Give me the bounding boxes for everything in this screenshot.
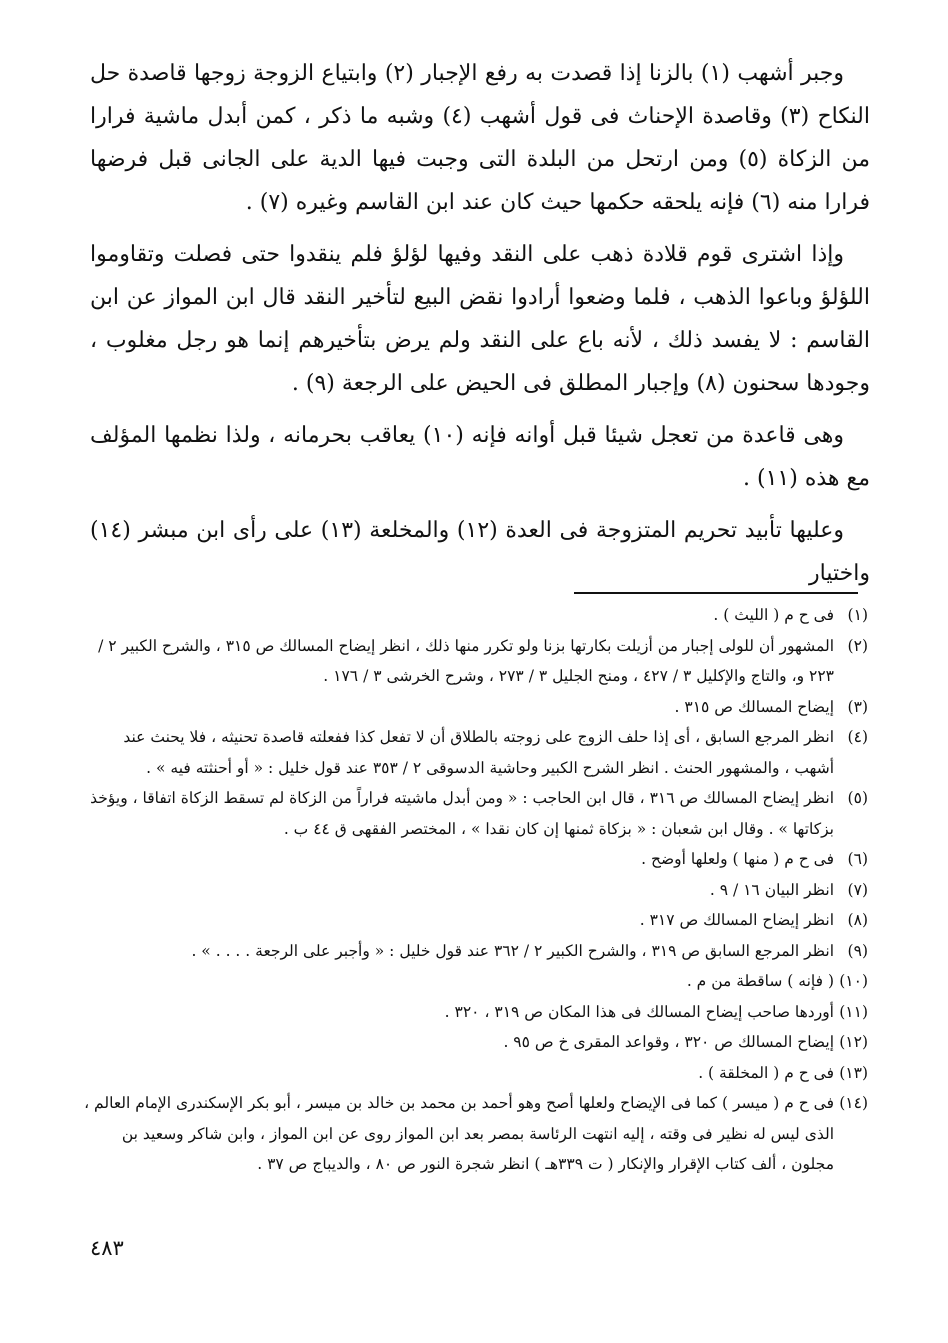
footnote-number: (١٠) [839,972,868,990]
footnote-item [80,783,868,844]
paragraph-1: وجبر أشهب (١) بالزنا إذا قصدت به رفع الإجبار (٢) وابتياع الزوجة زوجها قاصدة حل النكاح (٣) وقاصدة الإحناث فى قول أشهب (٤) وشبه ما ذكر ، كمن أبدل ماشية فرارا من الزكاة (٥) ومن ارتحل من البلدة التى وجبت فيها الدية على الجانى قبل فرضها فرارا منه (٦) فإنه يلحقه حكمها حيث كان عند ابن القاسم وغيره (٧) . [90,61,870,215]
footnote-text: أوردها صاحب إيضاح المسالك فى هذا المكان ص ٣١٩ ، ٣٢٠ . [444,1002,834,1021]
footnote-text: إيضاح المسالك ص ٣٢٠ ، وقواعد المقرى خ ص ٩٥ . [503,1033,834,1051]
footnote-text: فى ح م ( الليث ) . [713,606,834,624]
footnote-number: (٥) [847,789,868,807]
footnotes [80,600,868,1180]
footnote-number: (١٤) [839,1094,868,1112]
footnote-number: (٤) [847,728,868,746]
paragraph-4: وعليها تأبيد تحريم المتزوجة فى العدة (١٢) والمخلعة (١٣) على رأى ابن مبشر (١٤) واختيار [90,518,870,586]
footnote-number: (٦) [847,850,868,868]
footnote-item [80,631,868,692]
footnote-item [80,722,868,783]
footnote-text: انظر البيان ١٦ / ٩ . [709,880,834,899]
footnote-item [80,875,868,906]
footnote-text: فى ح م ( المخلقة ) . [698,1063,834,1082]
footnote-number: (٧) [847,880,868,899]
paragraph-3: وهى قاعدة من تعجل شيئا قبل أوانه فإنه (١٠) يعاقب بحرمانه ، ولذا نظمها المؤلف مع هذه (١١) . [90,423,870,491]
footnote-item [80,1058,868,1089]
footnote-text: فى ح م ( ميسر ) كما فى الإيضاح ولعلها أصح وهو أحمد بن محمد بن خالد بن ميسر ، أبو بكر الإسكندرى الإمام العالم ، الذى ليس له نظير فى وقته ، إليه انتهت الرئاسة بمصر بعد ابن المواز روى عن ابن المواز ، وابن شاكر وسعيد بن مجلون ، ألف كتاب الإقرار والإنكار ( ت ٣٣٩هـ ) انظر شجرة النور ص ٨٠ ، والديباج ص ٣٧ . [84,1094,834,1173]
main-text [90,52,870,604]
footnote-number: (٣) [847,697,868,716]
footnote-number: (٨) [847,911,868,929]
paragraph-2: وإذا اشترى قوم قلادة ذهب على النقد وفيها لؤلؤ فلم ينقدوا حتى فصلت وتقاوموا اللؤلؤ وباعوا الذهب ، فلما وضعوا أرادوا نقض البيع لتأخير النقد قال ابن المواز عن ابن القاسم : لا يفسد ذلك ، لأنه باع على النقد ولم يرض بتأخيرهم إنما هو رجل مغلوب ، وجودها سحنون (٨) وإجبار المطلق فى الحيض على الرجعة (٩) . [90,242,870,396]
page-number: ٤٨٣ [90,1236,124,1260]
footnote-number: (٩) [847,941,868,960]
footnote-text: انظر إيضاح المسالك ص ٣١٧ . [639,911,834,929]
footnote-text: انظر المرجع السابق ، أى إذا حلف الزوج على زوجته بالطلاق أن لا تفعل كذا ففعلته قاصدة تحنيثه ، فلا يحنث عند أشهب ، والمشهور الحنث . انظر الشرح الكبير وحاشية الدسوقى ٢ / ٣٥٣ عند قول خليل : « أو أحنثته فيه » . [123,728,834,777]
footnote-text: إيضاح المسالك ص ٣١٥ . [674,697,834,716]
footnote-number: (١٢) [839,1033,868,1051]
footnote-divider [574,592,858,594]
footnote-item [80,844,868,875]
footnote-item [80,692,868,723]
footnote-item [80,966,868,997]
footnote-number: (١١) [839,1002,868,1021]
footnote-text: ( فإنه ) ساقطة من م . [686,972,834,990]
footnote-text: المشهور أن للولى إجبار من أزيلت بكارتها بزنا ولو تكرر منها ذلك ، انظر إيضاح المسالك ص ٣١٥ ، والشرح الكبير ٢ / ٢٢٣ و، والتاج والإكليل ٣ / ٤٢٧ ، ومنح الجليل ٣ / ٢٧٣ ، وشرح الخرشى ٣ / ١٧٦ . [98,636,834,685]
footnote-item [80,997,868,1028]
footnote-number: (٢) [847,636,868,655]
footnote-item [80,936,868,967]
footnote-text: انظر إيضاح المسالك ص ٣١٦ ، قال ابن الحاجب : « ومن أبدل ماشيته فراراً من الزكاة لم تسقط الزكاة اتفاقا ، ويؤخذ بزكاتها » . وقال ابن شعبان : « بزكاة ثمنها إن كان نقدا » ، المختصر الفقهى ق ٤٤ ب . [90,789,834,838]
footnote-item [80,1088,868,1180]
footnote-item [80,905,868,936]
footnote-text: انظر المرجع السابق ص ٣١٩ ، والشرح الكبير ٢ / ٣٦٢ عند قول خليل : « وأجبر على الرجعة . . . . » . [191,941,834,960]
footnote-number: (١) [847,606,868,624]
footnote-text: فى ح م ( منها ) ولعلها أوضح . [641,850,834,868]
footnote-item [80,600,868,631]
footnote-item [80,1027,868,1058]
footnote-number: (١٣) [839,1063,868,1082]
